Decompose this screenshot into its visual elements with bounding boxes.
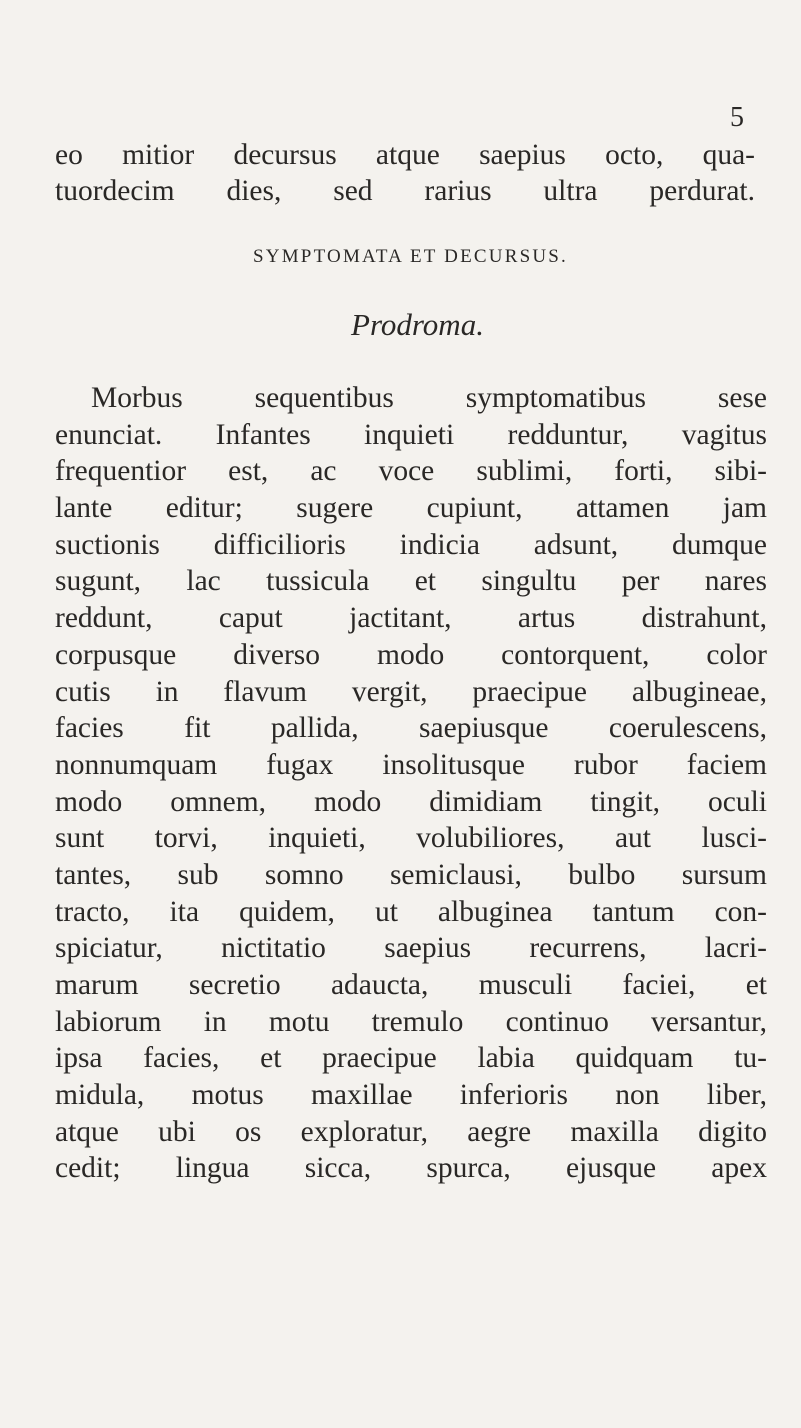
text-line: suctionis difficilioris indicia adsunt, dumque bbox=[55, 528, 767, 561]
text-line: tracto, ita quidem, ut albuginea tantum con- bbox=[55, 895, 767, 928]
text-line: marum secretio adaucta, musculi faciei, et bbox=[55, 969, 767, 1001]
text-line: ipsa facies, et praecipue labia quidquam tu- bbox=[55, 1042, 767, 1075]
intro-paragraph bbox=[55, 137, 755, 209]
text-line: frequentior est, ac voce sublimi, forti, sibi- bbox=[55, 455, 767, 488]
subheading: Prodroma. bbox=[351, 307, 484, 342]
page-number: 5 bbox=[730, 102, 744, 133]
text-line: tantes, sub somno semiclausi, bulbo sursum bbox=[55, 858, 767, 891]
text-line: tuordecim dies, sed rarius ultra perdurat. bbox=[55, 175, 755, 207]
text-line: sugunt, lac tussicula et singultu per nares bbox=[55, 565, 767, 598]
text-line: modo omnem, modo dimidiam tingit, oculi bbox=[55, 785, 767, 818]
section-heading: SYMPTOMATA ET DECURSUS. bbox=[253, 246, 568, 267]
text-line: labiorum in motu tremulo continuo versantur, bbox=[55, 1005, 767, 1038]
text-line: spiciatur, nictitatio saepius recurrens, lacri- bbox=[55, 932, 767, 965]
text-line: midula, motus maxillae inferioris non liber, bbox=[55, 1079, 767, 1112]
body-paragraph bbox=[55, 380, 767, 1187]
text-line: sunt torvi, inquieti, volubiliores, aut lusci- bbox=[55, 822, 767, 855]
text-line: nonnumquam fugax insolitusque rubor faciem bbox=[55, 748, 767, 781]
text-line: cedit; lingua sicca, spurca, ejusque apex bbox=[55, 1152, 767, 1185]
text-line: enunciat. Infantes inquieti redduntur, vagitus bbox=[55, 418, 767, 451]
text-line: cutis in flavum vergit, praecipue albugineae, bbox=[55, 675, 767, 708]
text-line: eo mitior decursus atque saepius octo, qua- bbox=[55, 139, 755, 171]
text-line: facies fit pallida, saepiusque coerulescens, bbox=[55, 712, 767, 745]
text-line: reddunt, caput jactitant, artus distrahunt, bbox=[55, 602, 767, 635]
text-line: lante editur; sugere cupiunt, attamen jam bbox=[55, 492, 767, 525]
text-line: corpusque diverso modo contorquent, color bbox=[55, 638, 767, 671]
text-line: atque ubi os exploratur, aegre maxilla digito bbox=[55, 1115, 767, 1148]
text-line: Morbus sequentibus symptomatibus sese bbox=[91, 382, 767, 414]
